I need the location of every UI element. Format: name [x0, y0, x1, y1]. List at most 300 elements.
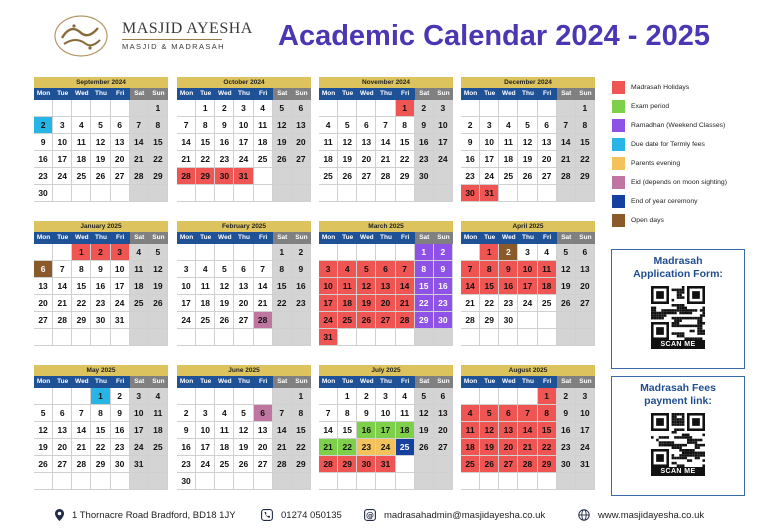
week-row: [461, 117, 595, 134]
day-cell: 16: [461, 151, 480, 168]
day-cell: 19: [415, 422, 434, 439]
day-cell: 16: [357, 422, 376, 439]
day-cell: 2: [461, 117, 480, 134]
day-cell: 4: [319, 117, 338, 134]
day-cell: 26: [518, 168, 537, 185]
month-calendar: [319, 77, 453, 202]
day-cell: 29: [91, 456, 110, 473]
day-cell: 15: [396, 134, 415, 151]
empty-day-cell: [273, 185, 292, 202]
day-cell: 10: [480, 134, 499, 151]
empty-day-cell: [480, 473, 499, 490]
weekday-label: Fri: [254, 88, 273, 100]
empty-day-cell: [538, 473, 557, 490]
empty-day-cell: [254, 168, 273, 185]
day-cell: 7: [273, 405, 292, 422]
empty-day-cell: [254, 329, 273, 346]
legend-swatch: [612, 100, 625, 113]
fees-qr-code[interactable]: [651, 413, 705, 467]
empty-day-cell: [91, 100, 110, 117]
week-row: [177, 329, 311, 346]
day-cell: 1: [538, 388, 557, 405]
day-cell: 23: [215, 151, 234, 168]
day-cell: 14: [461, 278, 480, 295]
day-cell: 17: [518, 278, 537, 295]
empty-day-cell: [518, 185, 537, 202]
day-cell: 11: [499, 134, 518, 151]
weekday-label: Tue: [53, 232, 72, 244]
day-cell: 29: [72, 312, 91, 329]
week-row: [319, 185, 453, 202]
day-cell: 6: [254, 405, 273, 422]
legend-swatch: [612, 214, 625, 227]
weekday-label: Mon: [34, 376, 53, 388]
empty-day-cell: [338, 100, 357, 117]
week-row: [34, 134, 168, 151]
empty-day-cell: [338, 185, 357, 202]
phone-icon: [261, 509, 273, 521]
week-row: [319, 388, 453, 405]
day-cell: 22: [292, 439, 311, 456]
day-cell: 27: [234, 312, 253, 329]
application-qr-code[interactable]: [651, 286, 705, 340]
empty-day-cell: [234, 473, 253, 490]
empty-day-cell: [557, 185, 576, 202]
day-cell: 18: [130, 278, 149, 295]
empty-day-cell: [91, 473, 110, 490]
day-cell: 23: [499, 295, 518, 312]
day-cell: 6: [53, 405, 72, 422]
day-cell: 8: [338, 405, 357, 422]
weekday-label: Thu: [518, 232, 537, 244]
day-cell: 12: [557, 261, 576, 278]
empty-day-cell: [319, 388, 338, 405]
footer-address: [55, 509, 236, 521]
empty-day-cell: [234, 388, 253, 405]
day-cell: 6: [376, 261, 395, 278]
week-row: [319, 100, 453, 117]
day-cell: 4: [196, 261, 215, 278]
empty-day-cell: [518, 329, 537, 346]
day-cell: 10: [518, 261, 537, 278]
day-cell: 19: [557, 278, 576, 295]
day-cell: 30: [34, 185, 53, 202]
day-cell: 15: [576, 134, 595, 151]
day-cell: 8: [91, 405, 110, 422]
day-cell: 16: [292, 278, 311, 295]
week-row: [319, 473, 453, 490]
day-cell: 20: [53, 439, 72, 456]
empty-day-cell: [111, 185, 130, 202]
empty-day-cell: [434, 185, 453, 202]
empty-day-cell: [177, 388, 196, 405]
day-cell: 11: [72, 134, 91, 151]
weekday-label: Fri: [111, 232, 130, 244]
day-cell: 3: [234, 100, 253, 117]
day-cell: 6: [576, 244, 595, 261]
day-cell: 6: [357, 117, 376, 134]
day-cell: 17: [434, 134, 453, 151]
day-cell: 8: [576, 117, 595, 134]
empty-day-cell: [53, 388, 72, 405]
empty-day-cell: [215, 329, 234, 346]
legend-label: Parents evening: [631, 160, 681, 167]
day-cell: 22: [576, 151, 595, 168]
empty-day-cell: [273, 473, 292, 490]
weekday-label: Thu: [234, 232, 253, 244]
day-cell: 24: [234, 151, 253, 168]
empty-day-cell: [396, 185, 415, 202]
day-cell: 29: [292, 456, 311, 473]
day-cell: 21: [130, 151, 149, 168]
weekday-label: Thu: [234, 376, 253, 388]
empty-day-cell: [130, 473, 149, 490]
empty-day-cell: [72, 388, 91, 405]
day-cell: 31: [376, 456, 395, 473]
weekday-label: Thu: [376, 376, 395, 388]
day-cell: 26: [234, 456, 253, 473]
day-cell: 25: [338, 312, 357, 329]
day-cell: 27: [434, 439, 453, 456]
week-row: [177, 439, 311, 456]
empty-day-cell: [34, 329, 53, 346]
empty-day-cell: [319, 185, 338, 202]
weekday-label: Fri: [111, 88, 130, 100]
empty-day-cell: [319, 100, 338, 117]
empty-day-cell: [557, 473, 576, 490]
legend-item: [612, 135, 727, 154]
empty-day-cell: [396, 329, 415, 346]
week-row: [319, 405, 453, 422]
empty-day-cell: [357, 473, 376, 490]
day-cell: 15: [72, 278, 91, 295]
day-cell: 28: [177, 168, 196, 185]
day-cell: 5: [415, 388, 434, 405]
day-cell: 27: [357, 168, 376, 185]
day-cell: 3: [376, 388, 395, 405]
week-row: [177, 168, 311, 185]
empty-day-cell: [130, 185, 149, 202]
weekday-label: Mon: [34, 88, 53, 100]
day-cell: 30: [415, 168, 434, 185]
day-cell: 10: [234, 117, 253, 134]
footer-email[interactable]: [364, 509, 545, 521]
day-cell: 10: [111, 261, 130, 278]
day-cell: 9: [434, 261, 453, 278]
empty-day-cell: [149, 456, 168, 473]
week-row: [177, 295, 311, 312]
empty-day-cell: [196, 329, 215, 346]
footer-phone[interactable]: [261, 509, 342, 521]
day-cell: 7: [376, 117, 395, 134]
day-cell: 11: [196, 278, 215, 295]
day-cell: 29: [338, 456, 357, 473]
day-cell: 18: [215, 439, 234, 456]
month-calendar: [319, 221, 453, 346]
day-cell: 25: [149, 439, 168, 456]
day-cell: 7: [254, 261, 273, 278]
day-cell: 15: [415, 278, 434, 295]
day-cell: 1: [149, 100, 168, 117]
empty-day-cell: [234, 329, 253, 346]
weekday-label: Tue: [338, 376, 357, 388]
at-icon: [364, 509, 376, 521]
footer-website[interactable]: [578, 509, 704, 521]
day-cell: 11: [149, 405, 168, 422]
week-row: [177, 100, 311, 117]
day-cell: 13: [34, 278, 53, 295]
empty-day-cell: [461, 473, 480, 490]
month-title: July 2025: [319, 365, 453, 376]
empty-day-cell: [34, 473, 53, 490]
day-cell: 27: [576, 295, 595, 312]
day-cell: 3: [480, 117, 499, 134]
weekday-label: Fri: [254, 376, 273, 388]
empty-day-cell: [111, 100, 130, 117]
week-row: [177, 185, 311, 202]
day-cell: 12: [34, 422, 53, 439]
weekday-label: Wed: [357, 232, 376, 244]
empty-day-cell: [177, 244, 196, 261]
day-cell: 30: [434, 312, 453, 329]
day-cell: 23: [357, 439, 376, 456]
day-cell: 11: [338, 278, 357, 295]
weekday-label: Sun: [434, 376, 453, 388]
weekday-label: Sun: [149, 232, 168, 244]
weekday-header-row: [34, 88, 168, 100]
legend-label: Eid (depends on moon sighting): [631, 179, 727, 186]
weekday-label: Fri: [538, 88, 557, 100]
week-row: [319, 261, 453, 278]
day-cell: 26: [273, 151, 292, 168]
day-cell: 11: [130, 261, 149, 278]
empty-day-cell: [215, 185, 234, 202]
day-cell: 19: [338, 151, 357, 168]
day-cell: 2: [434, 244, 453, 261]
day-cell: 16: [557, 422, 576, 439]
week-row: [177, 117, 311, 134]
day-cell: 26: [357, 312, 376, 329]
day-cell: 6: [499, 405, 518, 422]
empty-day-cell: [34, 244, 53, 261]
day-cell: 25: [254, 151, 273, 168]
day-cell: 24: [376, 439, 395, 456]
day-cell: 18: [396, 422, 415, 439]
day-cell: 24: [576, 439, 595, 456]
day-cell: 12: [234, 422, 253, 439]
day-cell: 8: [480, 261, 499, 278]
day-cell: 2: [292, 244, 311, 261]
day-cell: 3: [196, 405, 215, 422]
legend-label: Ramadhan (Weekend Classes): [631, 122, 726, 129]
day-cell: 17: [130, 422, 149, 439]
weekday-header-row: [461, 88, 595, 100]
day-cell: 1: [576, 100, 595, 117]
day-cell: 9: [557, 405, 576, 422]
week-row: [34, 439, 168, 456]
day-cell: 2: [215, 100, 234, 117]
week-row: [461, 134, 595, 151]
legend-label: Due date for Termly fees: [631, 141, 705, 148]
empty-day-cell: [177, 100, 196, 117]
legend-label: Exam period: [631, 103, 670, 110]
empty-day-cell: [499, 100, 518, 117]
day-cell: 21: [461, 295, 480, 312]
day-cell: 4: [254, 100, 273, 117]
day-cell: 30: [499, 312, 518, 329]
empty-day-cell: [480, 100, 499, 117]
empty-day-cell: [319, 244, 338, 261]
day-cell: 9: [292, 261, 311, 278]
day-cell: 25: [196, 312, 215, 329]
week-row: [34, 295, 168, 312]
day-cell: 14: [396, 278, 415, 295]
weekday-header-row: [34, 232, 168, 244]
day-cell: 25: [319, 168, 338, 185]
page-title: Academic Calendar 2024 - 2025: [278, 20, 711, 52]
globe-icon: [578, 509, 590, 521]
month-title: September 2024: [34, 77, 168, 88]
day-cell: 3: [130, 388, 149, 405]
empty-day-cell: [196, 244, 215, 261]
org-subtitle: MASJID & MADRASAH: [122, 42, 225, 51]
weekday-header-row: [319, 88, 453, 100]
day-cell: 25: [130, 295, 149, 312]
empty-day-cell: [557, 329, 576, 346]
week-row: [34, 261, 168, 278]
day-cell: 31: [111, 312, 130, 329]
empty-day-cell: [538, 329, 557, 346]
day-cell: 14: [557, 134, 576, 151]
day-cell: 31: [319, 329, 338, 346]
empty-day-cell: [518, 100, 537, 117]
day-cell: 21: [72, 439, 91, 456]
day-cell: 18: [499, 151, 518, 168]
empty-day-cell: [576, 473, 595, 490]
weekday-label: Wed: [499, 88, 518, 100]
empty-day-cell: [376, 100, 395, 117]
day-cell: 24: [196, 456, 215, 473]
week-row: [177, 151, 311, 168]
day-cell: 4: [72, 117, 91, 134]
day-cell: 30: [111, 456, 130, 473]
week-row: [319, 295, 453, 312]
month-title: February 2025: [177, 221, 311, 232]
fees-payment-box[interactable]: [611, 376, 745, 496]
day-cell: 7: [177, 117, 196, 134]
empty-day-cell: [434, 456, 453, 473]
day-cell: 11: [215, 422, 234, 439]
weekday-header-row: [177, 376, 311, 388]
application-form-box[interactable]: [611, 249, 745, 369]
empty-day-cell: [461, 329, 480, 346]
week-row: [177, 422, 311, 439]
day-cell: 20: [34, 295, 53, 312]
day-cell: 12: [91, 134, 110, 151]
day-cell: 17: [480, 151, 499, 168]
empty-day-cell: [292, 185, 311, 202]
day-cell: 21: [254, 295, 273, 312]
day-cell: 13: [376, 278, 395, 295]
fees-payment-title-line2: payment link:: [644, 395, 712, 407]
day-cell: 18: [72, 151, 91, 168]
empty-day-cell: [130, 100, 149, 117]
empty-day-cell: [111, 329, 130, 346]
day-cell: 14: [319, 422, 338, 439]
day-cell: 22: [196, 151, 215, 168]
day-cell: 22: [273, 295, 292, 312]
day-cell: 24: [53, 168, 72, 185]
day-cell: 5: [91, 117, 110, 134]
weekday-label: Thu: [91, 376, 110, 388]
day-cell: 21: [177, 151, 196, 168]
day-cell: 22: [91, 439, 110, 456]
day-cell: 1: [196, 100, 215, 117]
day-cell: 13: [53, 422, 72, 439]
legend-swatch: [612, 195, 625, 208]
location-pin-icon: [55, 509, 64, 521]
day-cell: 2: [415, 100, 434, 117]
week-row: [319, 456, 453, 473]
day-cell: 5: [557, 244, 576, 261]
fees-scan-label: SCAN ME: [651, 467, 705, 476]
legend: [612, 78, 727, 230]
day-cell: 26: [557, 295, 576, 312]
empty-day-cell: [215, 244, 234, 261]
week-row: [177, 473, 311, 490]
weekday-label: Wed: [215, 88, 234, 100]
day-cell: 6: [111, 117, 130, 134]
day-cell: 13: [234, 278, 253, 295]
month-calendar: [177, 221, 311, 346]
empty-day-cell: [130, 329, 149, 346]
weekday-label: Sat: [415, 376, 434, 388]
empty-day-cell: [415, 456, 434, 473]
week-row: [34, 244, 168, 261]
week-row: [319, 439, 453, 456]
day-cell: 2: [499, 244, 518, 261]
empty-day-cell: [338, 244, 357, 261]
week-row: [34, 151, 168, 168]
day-cell: 26: [34, 456, 53, 473]
day-cell: 28: [72, 456, 91, 473]
application-form-title-line1: Madrasah: [653, 255, 703, 267]
day-cell: 2: [111, 388, 130, 405]
week-row: [319, 329, 453, 346]
day-cell: 18: [538, 278, 557, 295]
empty-day-cell: [53, 185, 72, 202]
weekday-label: Wed: [499, 232, 518, 244]
weekday-label: Sun: [576, 232, 595, 244]
day-cell: 29: [149, 168, 168, 185]
weekday-label: Tue: [196, 88, 215, 100]
weekday-header-row: [319, 232, 453, 244]
day-cell: 13: [499, 422, 518, 439]
day-cell: 16: [215, 134, 234, 151]
weekday-label: Sun: [292, 232, 311, 244]
day-cell: 29: [480, 312, 499, 329]
website-text: www.masjidayesha.co.uk: [598, 509, 705, 521]
org-divider: [122, 39, 222, 40]
day-cell: 8: [538, 405, 557, 422]
empty-day-cell: [72, 100, 91, 117]
week-row: [461, 100, 595, 117]
week-row: [461, 151, 595, 168]
day-cell: 18: [461, 439, 480, 456]
month-title: April 2025: [461, 221, 595, 232]
address-text: 1 Thornacre Road Bradford, BD18 1JY: [72, 509, 236, 521]
day-cell: 21: [518, 439, 537, 456]
